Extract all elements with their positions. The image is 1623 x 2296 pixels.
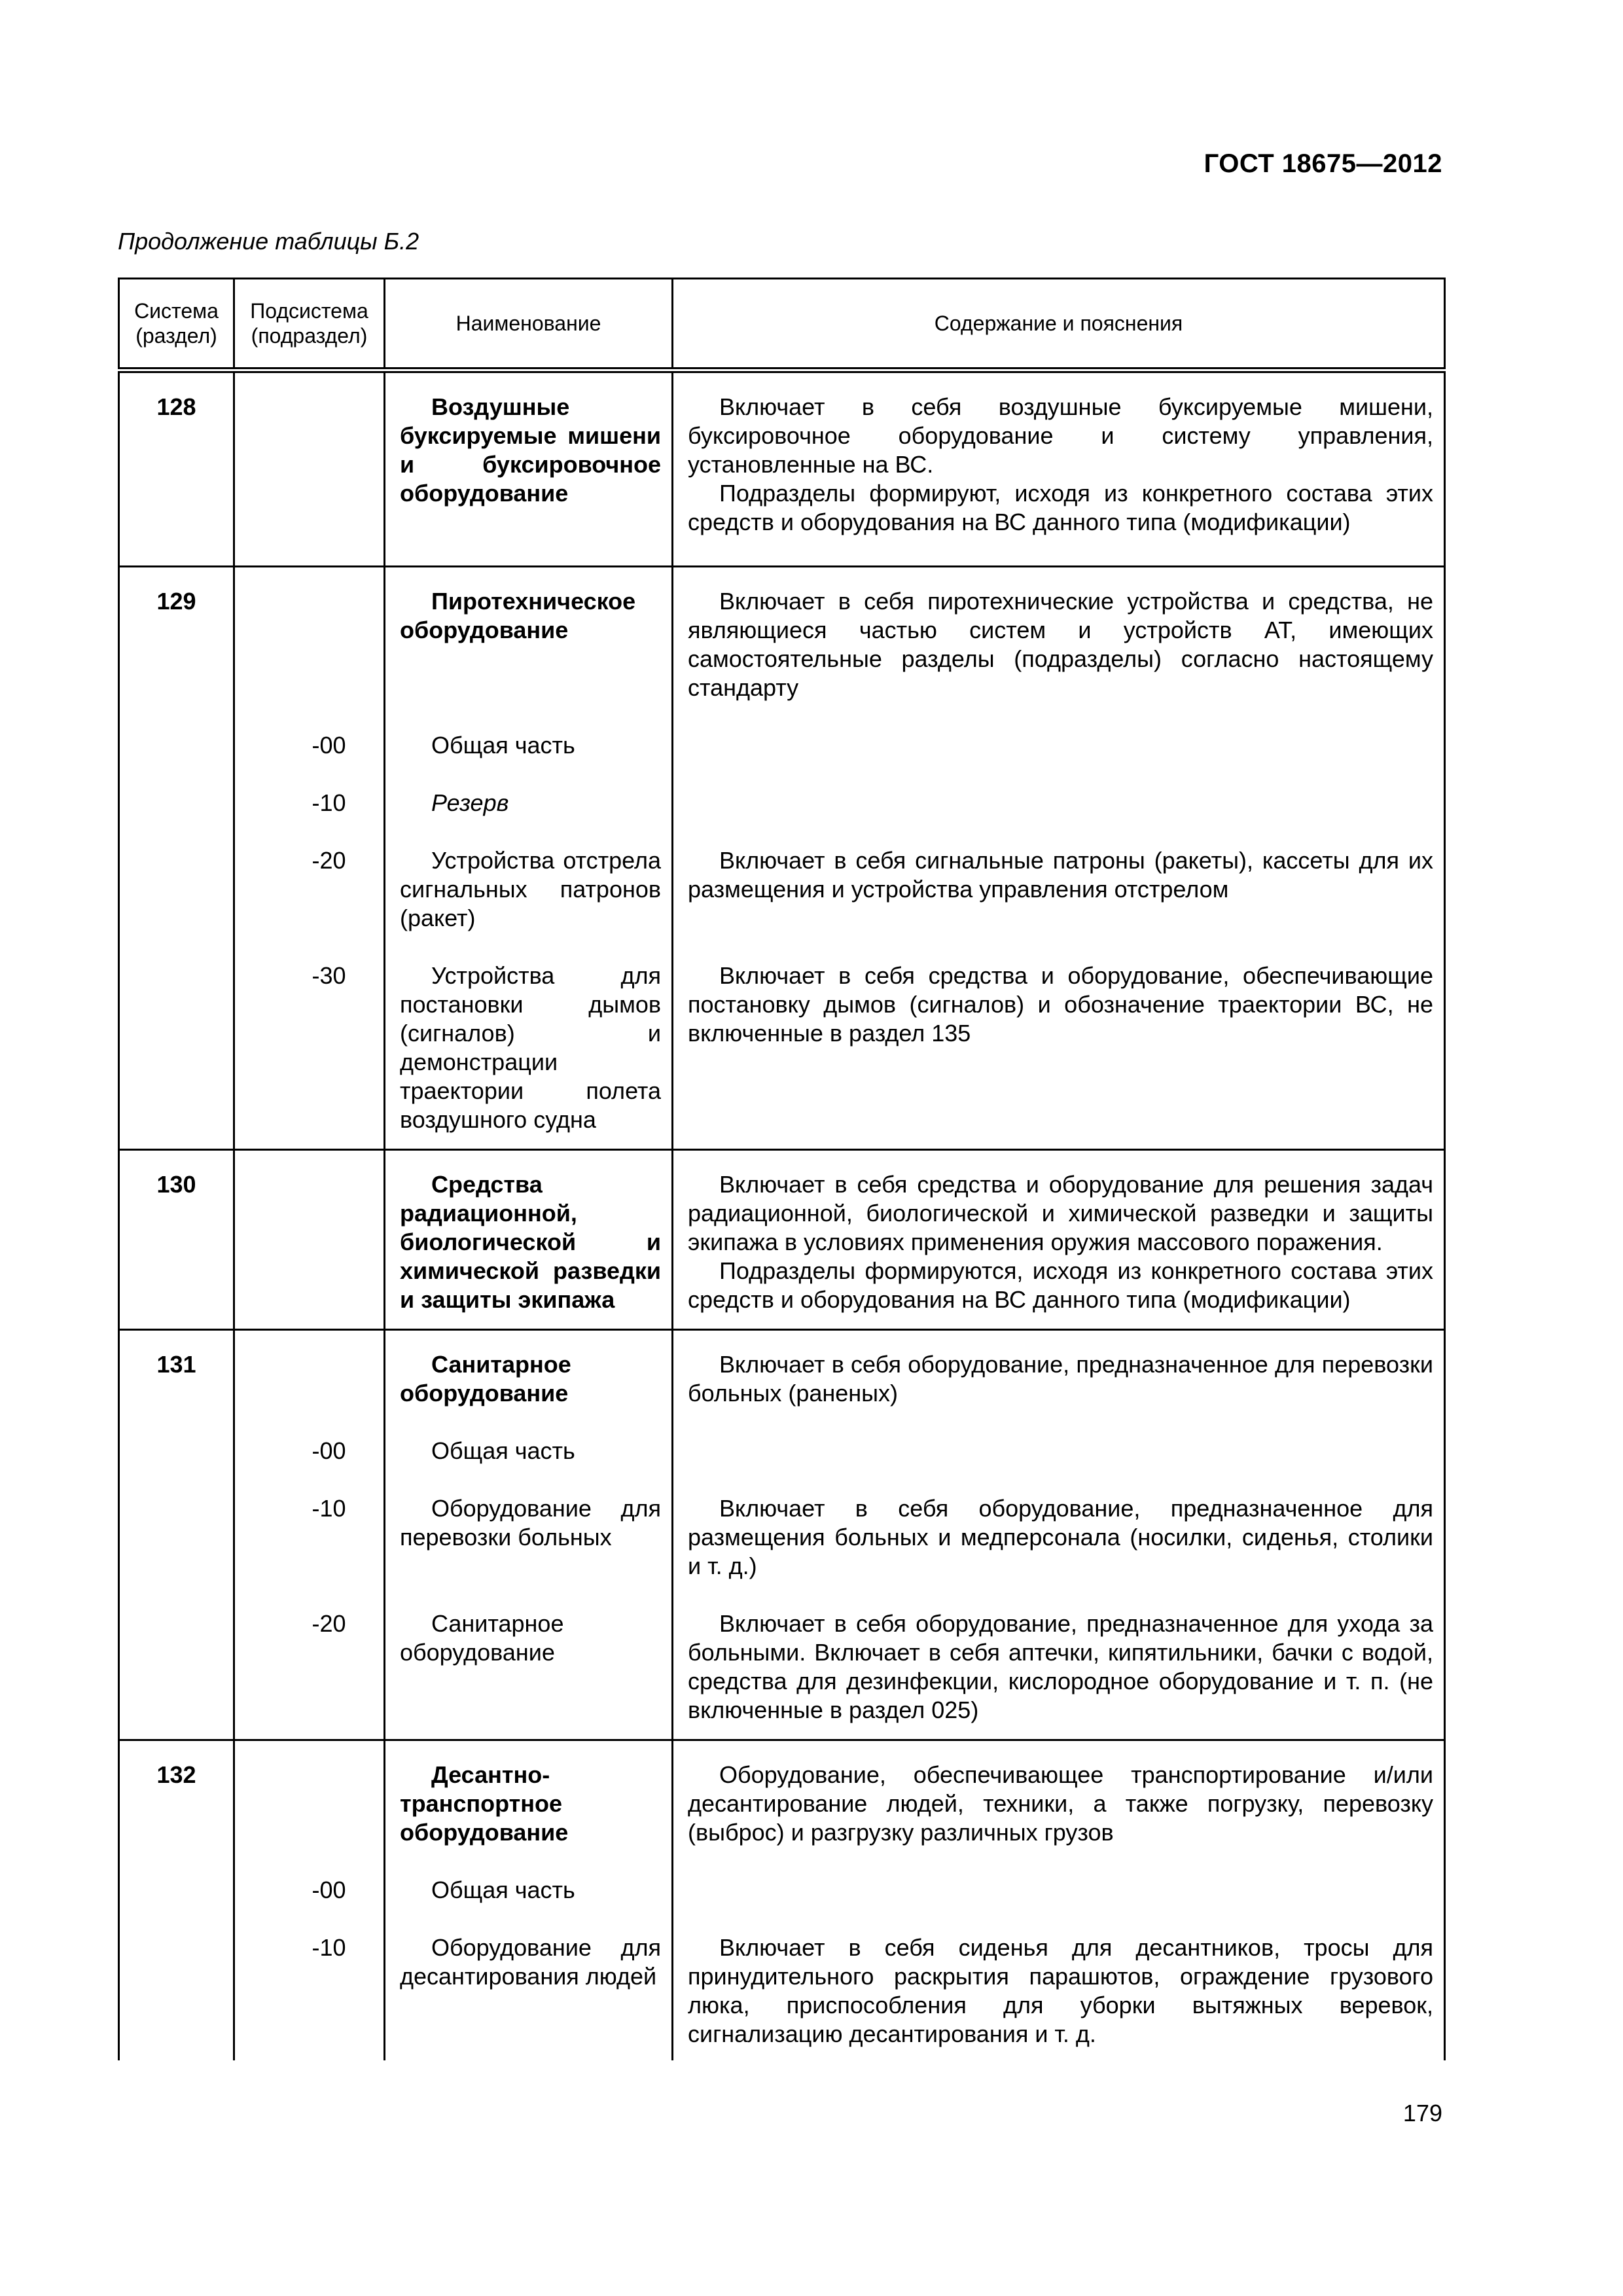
header-system: Система (раздел) (119, 279, 234, 370)
item-name: Общая часть (385, 1876, 673, 1933)
item-description (673, 1437, 1445, 1494)
item-description (673, 370, 1445, 567)
system-code: 129 (119, 567, 234, 732)
system-code (119, 846, 234, 961)
item-name: Пиротехническое оборудование (385, 567, 673, 732)
item-description (673, 846, 1445, 961)
page-number: 179 (1402, 2100, 1442, 2126)
system-code (119, 1933, 234, 2060)
item-description (673, 1876, 1445, 1933)
subsystem-code (234, 1740, 385, 1876)
system-code (119, 1437, 234, 1494)
item-description (673, 1150, 1445, 1330)
system-code (119, 961, 234, 1150)
item-name: Санитарное оборудование (385, 1330, 673, 1437)
item-name: Оборудование для десантирования людей (385, 1933, 673, 2060)
subsystem-code: -10 (234, 789, 385, 846)
table-row (119, 846, 1445, 961)
table-row (119, 1876, 1445, 1933)
subsystem-code: -00 (234, 1437, 385, 1494)
description-paragraph: Включает в себя средства и оборудование, обеспечивающие постановку дымов (сигналов) и обозначение траектории ВС, не включенные в раздел 135 (688, 962, 1433, 1047)
description-paragraph: Включает в себя сиденья для десантников, тросы для принудительного раскрытия парашютов, ограждение грузового люка, приспособления для уборки вытяжных веревок, сигнализацию десантирования и т. д. (688, 1934, 1433, 2047)
table-row (119, 1150, 1445, 1330)
table-header-row (119, 279, 1445, 370)
subsystem-code: -20 (234, 1609, 385, 1740)
description-paragraph: Включает в себя оборудование, предназначенное для размещения больных и медперсонала (носилки, сиденья, столики и т. д.) (688, 1495, 1433, 1579)
table-row (119, 370, 1445, 567)
description-paragraph: Включает в себя пиротехнические устройства и средства, не являющиеся частью систем и устройств АТ, имеющих самостоятельные разделы (подразделы) согласно настоящему стандарту (688, 588, 1433, 701)
item-name: Резерв (385, 789, 673, 846)
subsystem-code: -00 (234, 1876, 385, 1933)
subsystem-code: -20 (234, 846, 385, 961)
item-name: Десантно-транспортное оборудование (385, 1740, 673, 1876)
item-name: Санитарное оборудование (385, 1609, 673, 1740)
classification-table (118, 278, 1444, 2060)
subsystem-code (234, 370, 385, 567)
table-row (119, 567, 1445, 732)
item-description (673, 1494, 1445, 1609)
table-row (119, 1437, 1445, 1494)
subsystem-code: -10 (234, 1933, 385, 2060)
system-code (119, 1494, 234, 1609)
item-description (673, 961, 1445, 1150)
table-row (119, 1494, 1445, 1609)
description-paragraph: Подразделы формируются, исходя из конкретного состава этих средств и оборудования на ВС данного типа (модификации) (688, 1257, 1433, 1313)
subsystem-code (234, 567, 385, 732)
description-paragraph: Включает в себя воздушные буксируемые мишени, буксировочное оборудование и систему управления, установленные на ВС. (688, 393, 1433, 478)
description-paragraph: Включает в себя оборудование, предназначенное для ухода за больными. Включает в себя аптечки, кипятильники, бачки с водой, средства для дезинфекции, кислородное оборудование и т. п. (не включенные в раздел 025) (688, 1610, 1433, 1723)
description-paragraph: Оборудование, обеспечивающее транспортирование и/или десантирование людей, техники, а также погрузку, перевозку (выброс) и разгрузку различных грузов (688, 1761, 1433, 1846)
table-row (119, 1609, 1445, 1740)
item-name: Средства радиационной, биологической и химической разведки и защиты экипажа (385, 1150, 673, 1330)
subsystem-code (234, 1330, 385, 1437)
system-code: 131 (119, 1330, 234, 1437)
item-description (673, 567, 1445, 732)
item-description (673, 1609, 1445, 1740)
table-row (119, 961, 1445, 1150)
table-caption: Продолжение таблицы Б.2 (118, 228, 419, 255)
table-row (119, 731, 1445, 789)
system-code: 130 (119, 1150, 234, 1330)
table-row (119, 1740, 1445, 1876)
system-code (119, 1876, 234, 1933)
item-description (673, 731, 1445, 789)
table-row (119, 1330, 1445, 1437)
description-paragraph: Включает в себя средства и оборудование для решения задач радиационной, биологической и химической разведки и защиты экипажа в условиях применения оружия массового поражения. (688, 1171, 1433, 1255)
table-row (119, 1933, 1445, 2060)
subsystem-code: -10 (234, 1494, 385, 1609)
header-content: Содержание и пояснения (673, 279, 1445, 370)
system-code: 128 (119, 370, 234, 567)
document-header: ГОСТ 18675—2012 (1204, 149, 1442, 178)
subsystem-code: -00 (234, 731, 385, 789)
header-subsystem: Подсистема (подраздел) (234, 279, 385, 370)
item-name: Воздушные буксируемые мишени и буксировочное оборудование (385, 370, 673, 567)
system-code (119, 731, 234, 789)
item-name: Устройства для постановки дымов (сигналов) и демонстрации траектории полета воздушного судна (385, 961, 673, 1150)
item-name: Общая часть (385, 731, 673, 789)
item-description (673, 1933, 1445, 2060)
header-name: Наименование (385, 279, 673, 370)
item-name: Оборудование для перевозки больных (385, 1494, 673, 1609)
subsystem-code: -30 (234, 961, 385, 1150)
item-name: Устройства отстрела сигнальных патронов (ракет) (385, 846, 673, 961)
description-paragraph: Включает в себя сигнальные патроны (ракеты), кассеты для их размещения и устройства управления отстрелом (688, 847, 1433, 903)
description-paragraph: Включает в себя оборудование, предназначенное для перевозки больных (раненых) (688, 1351, 1433, 1407)
system-code (119, 1609, 234, 1740)
item-description (673, 1330, 1445, 1437)
description-paragraph: Подразделы формируют, исходя из конкретного состава этих средств и оборудования на ВС данного типа (модификации) (688, 480, 1433, 535)
item-description (673, 789, 1445, 846)
item-description (673, 1740, 1445, 1876)
system-code (119, 789, 234, 846)
system-code: 132 (119, 1740, 234, 1876)
item-name: Общая часть (385, 1437, 673, 1494)
subsystem-code (234, 1150, 385, 1330)
table-row (119, 789, 1445, 846)
